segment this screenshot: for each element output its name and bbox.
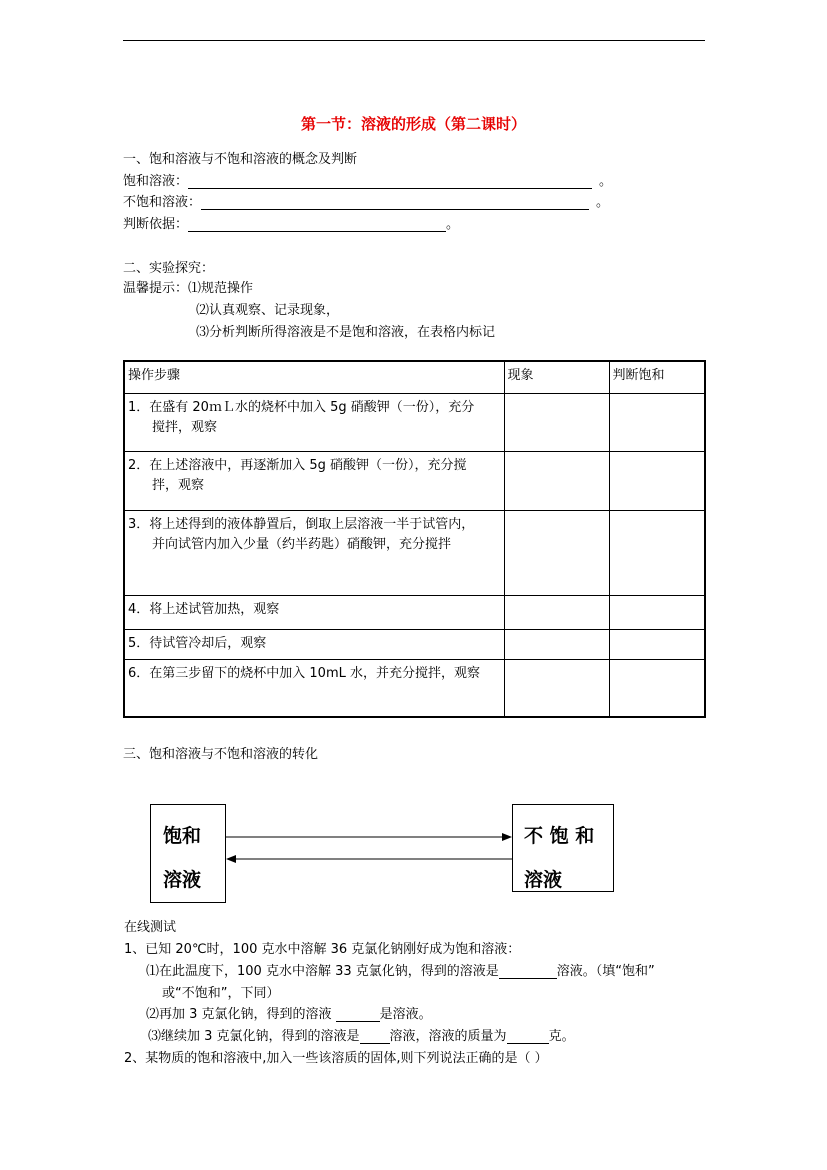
page-title: 第一节：溶液的形成（第二课时） — [300, 115, 526, 133]
box-text: 不 饱 和 — [524, 825, 595, 847]
judgement-cell[interactable] — [609, 393, 705, 451]
step-line: 6．在第三步留下的烧杯中加入 10mL 水，并充分搅拌，观察 — [128, 665, 480, 681]
arrow-head-right-icon — [502, 833, 512, 841]
q1-p3-blank[interactable] — [507, 1029, 549, 1044]
header-phenomenon: 现象 — [504, 361, 609, 393]
q1-p1-text: 溶液。（填“饱和” — [556, 964, 655, 979]
table-row — [124, 595, 705, 629]
judgement-cell[interactable] — [609, 451, 705, 510]
header-judgement: 判断饱和 — [609, 361, 705, 393]
tip-item: ⑵认真观察、记录现象， — [196, 303, 340, 318]
header-step: 操作步骤 — [124, 361, 504, 393]
box-text: 饱和 — [163, 825, 202, 847]
arrow-head-left-icon — [226, 855, 236, 863]
section1-heading: 一、饱和溶液与不饱和溶液的概念及判断 — [123, 152, 358, 167]
phenomenon-cell[interactable] — [504, 659, 609, 717]
q1-p2-text: 是溶液。 — [379, 1007, 432, 1022]
judgement-cell[interactable] — [609, 659, 705, 717]
conversion-arrows — [224, 826, 514, 866]
step-cell — [124, 659, 504, 717]
q1-p3-blank[interactable] — [360, 1029, 390, 1044]
online-test-heading: 在线测试 — [124, 920, 177, 935]
question-1-part-2 — [146, 1003, 432, 1022]
end-mark: 。 — [446, 217, 460, 232]
step-line: 拌，观察 — [152, 477, 205, 493]
box-text: 溶液 — [524, 869, 563, 891]
q1-p2-blank[interactable] — [336, 1007, 380, 1022]
table-header-row — [124, 361, 705, 393]
saturated-definition — [123, 170, 612, 189]
unsaturated-blank[interactable] — [201, 195, 589, 210]
step-cell — [124, 510, 504, 595]
tips — [123, 277, 253, 296]
judgement-cell[interactable] — [609, 510, 705, 595]
saturated-label: 饱和溶液： — [123, 174, 189, 189]
phenomenon-cell[interactable] — [504, 629, 609, 659]
question-1-part-1 — [146, 960, 655, 979]
step-cell — [124, 393, 504, 451]
phenomenon-cell[interactable] — [504, 393, 609, 451]
box-text: 溶液 — [163, 869, 202, 891]
phenomenon-cell[interactable] — [504, 451, 609, 510]
judgement-cell[interactable] — [609, 629, 705, 659]
question-1-part-1-cont: 或“不饱和”，下同） — [162, 986, 280, 1001]
q1-p1-blank[interactable] — [499, 964, 557, 979]
step-line: 4．将上述试管加热，观察 — [128, 601, 280, 617]
step-line: 并向试管内加入少量（约半药匙）硝酸钾，充分搅拌 — [152, 536, 452, 552]
step-cell — [124, 451, 504, 510]
section2-heading: 二、实验探究： — [123, 261, 215, 276]
step-line: 搅拌，观察 — [152, 419, 218, 435]
question-1-part-3 — [148, 1025, 575, 1044]
table-row — [124, 451, 705, 510]
judgement-cell[interactable] — [609, 595, 705, 629]
basis-label: 判断依据： — [123, 217, 189, 232]
q1-p3-text: ⑶继续加 3 克氯化钠，得到的溶液是 — [148, 1029, 360, 1044]
table-row — [124, 510, 705, 595]
unsaturated-label: 不饱和溶液： — [123, 195, 202, 210]
section3-heading: 三、饱和溶液与不饱和溶液的转化 — [123, 747, 319, 762]
table-row — [124, 659, 705, 717]
q1-p1-text: ⑴在此温度下，100 克水中溶解 33 克氯化钠，得到的溶液是 — [146, 964, 499, 979]
end-mark: 。 — [596, 195, 610, 210]
phenomenon-cell[interactable] — [504, 595, 609, 629]
table-row — [124, 393, 705, 451]
question-2: 2、某物质的饱和溶液中,加入一些该溶质的固体,则下列说法正确的是（ ） — [124, 1051, 548, 1066]
question-1-stem: 1、已知 20℃时，100 克水中溶解 36 克氯化钠刚好成为饱和溶液： — [124, 942, 521, 957]
step-line: 2．在上述溶液中，再逐渐加入 5g 硝酸钾（一份），充分搅 — [128, 457, 467, 473]
table-row — [124, 629, 705, 659]
saturated-blank[interactable] — [188, 174, 592, 189]
step-cell — [124, 595, 504, 629]
q1-p3-text: 克。 — [548, 1029, 575, 1044]
judgement-basis — [123, 213, 459, 232]
saturated-solution-box — [150, 804, 226, 903]
basis-blank[interactable] — [188, 217, 446, 232]
step-line: 3．将上述得到的液体静置后，倒取上层溶液一半于试管内， — [128, 516, 475, 532]
tip-item: ⑶分析判断所得溶液是不是饱和溶液，在表格内标记 — [196, 325, 496, 340]
step-cell — [124, 629, 504, 659]
end-mark: 。 — [599, 174, 613, 189]
phenomenon-cell[interactable] — [504, 510, 609, 595]
experiment-table — [123, 360, 706, 718]
q1-p2-text: ⑵再加 3 克氯化钠，得到的溶液 — [146, 1007, 336, 1022]
tip-label: 温馨提示： — [123, 281, 189, 296]
step-line: 1．在盛有 20ｍＬ水的烧杯中加入 5g 硝酸钾（一份），充分 — [128, 399, 475, 415]
tip-item: ⑴规范操作 — [188, 281, 254, 296]
header-rule — [123, 40, 705, 41]
q1-p3-text: 溶液，溶液的质量为 — [389, 1029, 507, 1044]
step-line: 5．待试管冷却后，观察 — [128, 635, 267, 651]
unsaturated-solution-box — [512, 804, 614, 892]
unsaturated-definition — [123, 191, 609, 210]
